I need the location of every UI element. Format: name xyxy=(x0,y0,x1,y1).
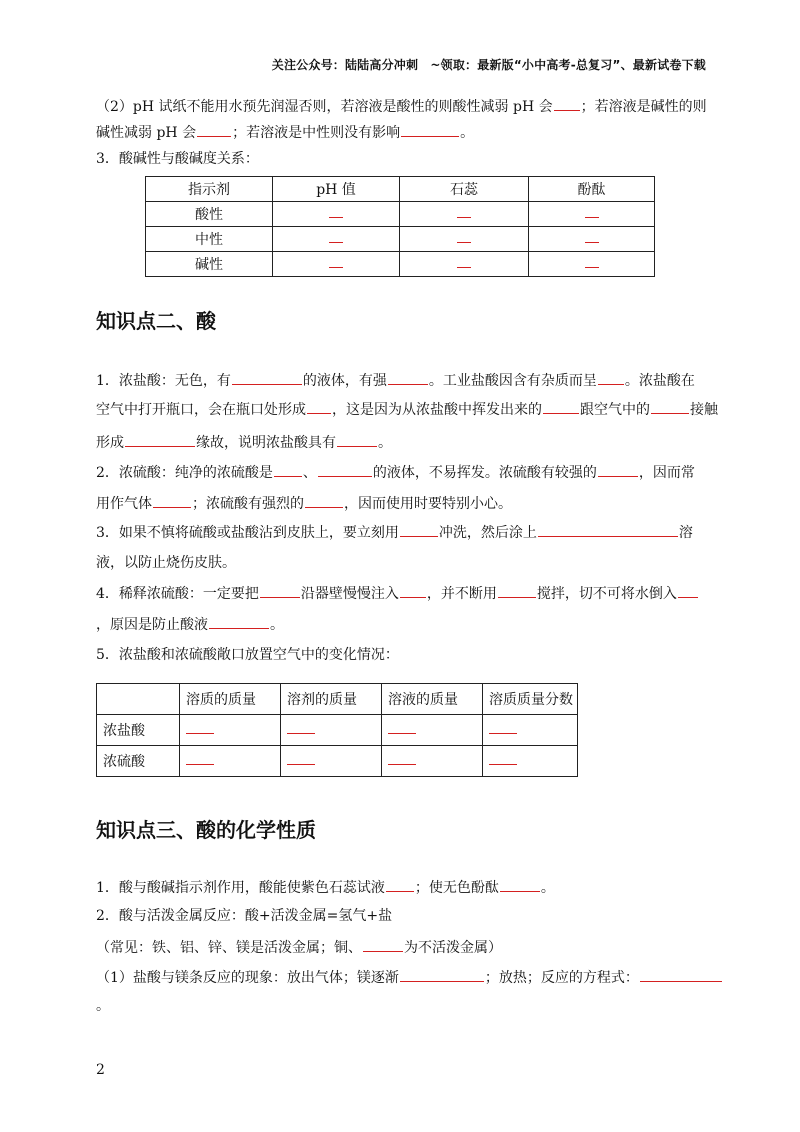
text-line: 用作气体 ；浓硫酸有强烈的 ，因而使用时要特别小心。 xyxy=(96,493,512,513)
answer-blank[interactable] xyxy=(585,258,599,268)
text-line: 3．酸碱性与酸碱度关系： xyxy=(96,151,259,167)
text-line: 空气中打开瓶口，会在瓶口处形成 ，这是因为从浓盐酸中挥发出来的 跟空气中的 接触 xyxy=(96,399,718,419)
blank[interactable] xyxy=(651,399,689,414)
table-header-row xyxy=(97,684,578,715)
blank[interactable] xyxy=(598,370,624,385)
blank[interactable] xyxy=(209,614,269,629)
text-line: 1．浓盐酸：无色，有 的液体，有强 。工业盐酸因含有杂质而呈 。浓盐酸在 xyxy=(96,370,695,390)
answer-blank[interactable] xyxy=(186,724,214,734)
answer-blank[interactable] xyxy=(489,724,517,734)
text-line: 5．浓盐酸和浓硫酸敞口放置空气中的变化情况： xyxy=(96,647,399,663)
row-label: 酸性 xyxy=(146,202,273,227)
blank[interactable] xyxy=(274,462,302,477)
table-header-cell: 酚酞 xyxy=(529,177,655,202)
blank[interactable] xyxy=(232,370,302,385)
answer-blank[interactable] xyxy=(457,233,471,243)
blank[interactable] xyxy=(678,583,698,598)
text-line: 2．酸与活泼金属反应：酸+活泼金属=氢气+盐 xyxy=(96,908,393,924)
blank[interactable] xyxy=(386,877,414,892)
answer-blank[interactable] xyxy=(585,208,599,218)
table-header-cell: 溶剂的质量 xyxy=(281,684,382,715)
blank[interactable] xyxy=(400,522,438,537)
text-line: （常见：铁、铝、锌、镁是活泼金属；铜、 为不活泼金属） xyxy=(96,937,502,957)
text-line: 4．稀释浓硫酸：一定要把 沿器壁慢慢注入 ，并不断用 搅拌，切不可将水倒入 xyxy=(96,583,699,603)
table-header-cell: 溶质的质量 xyxy=(180,684,281,715)
blank[interactable] xyxy=(400,583,426,598)
answer-blank[interactable] xyxy=(287,755,315,765)
answer-blank[interactable] xyxy=(388,724,416,734)
section-title: 知识点三、酸的化学性质 xyxy=(96,818,316,842)
blank[interactable] xyxy=(543,399,579,414)
answer-blank[interactable] xyxy=(489,755,517,765)
table-header-row xyxy=(146,177,655,202)
table-header-cell: 溶质质量分数 xyxy=(483,684,578,715)
text-line: 3．如果不慎将硫酸或盐酸沾到皮肤上，要立刻用 冲洗，然后涂上 溶 xyxy=(96,522,693,542)
answer-blank[interactable] xyxy=(329,208,343,218)
table-row xyxy=(146,252,655,277)
blank[interactable] xyxy=(388,370,428,385)
blank[interactable] xyxy=(500,877,540,892)
table-row xyxy=(146,202,655,227)
table-header-cell: pH 值 xyxy=(273,177,400,202)
text-line: 1．酸与酸碱指示剂作用，酸能使紫色石蕊试液 ；使无色酚酞 。 xyxy=(96,877,555,897)
acidity-table xyxy=(145,176,655,277)
text-line: ，原因是防止酸液 。 xyxy=(96,614,284,634)
answer-blank[interactable] xyxy=(287,724,315,734)
page-header: 关注公众号：陆陆高分冲刺 ~领取：最新版“小中高考-总复习”、最新试卷下载 xyxy=(271,58,706,72)
table-header-cell: 溶液的质量 xyxy=(382,684,483,715)
blank[interactable] xyxy=(363,937,403,952)
answer-blank[interactable] xyxy=(329,233,343,243)
row-label: 中性 xyxy=(146,227,273,252)
section-title: 知识点二、酸 xyxy=(96,309,216,333)
blank[interactable] xyxy=(318,462,372,477)
answer-blank[interactable] xyxy=(457,208,471,218)
table-header-cell: 石蕊 xyxy=(400,177,529,202)
blank[interactable] xyxy=(153,493,191,508)
blank[interactable] xyxy=(125,432,195,447)
blank[interactable] xyxy=(307,399,331,414)
concentration-table xyxy=(96,683,578,777)
answer-blank[interactable] xyxy=(186,755,214,765)
text-line: 碱性减弱 pH 会 ；若溶液是中性则没有影响 。 xyxy=(96,122,474,142)
blank[interactable] xyxy=(640,967,722,982)
table-row xyxy=(97,746,578,777)
table-row xyxy=(97,715,578,746)
answer-blank[interactable] xyxy=(585,233,599,243)
table-header-cell xyxy=(97,684,180,715)
text-line: 液，以防止烧伤皮肤。 xyxy=(96,555,236,571)
blank[interactable] xyxy=(538,522,678,537)
blank[interactable] xyxy=(554,96,580,111)
text-line: （2）pH 试纸不能用水预先润湿否则，若溶液是酸性的则酸性减弱 pH 会 ；若溶液是碱性的则 xyxy=(96,96,707,116)
blank[interactable] xyxy=(197,122,231,137)
row-label: 碱性 xyxy=(146,252,273,277)
blank[interactable] xyxy=(498,583,536,598)
text-line: 。 xyxy=(96,998,110,1014)
answer-blank[interactable] xyxy=(388,755,416,765)
blank[interactable] xyxy=(598,462,638,477)
blank[interactable] xyxy=(260,583,300,598)
blank[interactable] xyxy=(401,122,459,137)
blank[interactable] xyxy=(337,432,377,447)
text-line: 形成 缘故，说明浓盐酸具有 。 xyxy=(96,432,392,452)
page-number: 2 xyxy=(96,1062,105,1078)
blank[interactable] xyxy=(400,967,484,982)
answer-blank[interactable] xyxy=(329,258,343,268)
row-label: 浓硫酸 xyxy=(97,746,180,777)
blank[interactable] xyxy=(305,493,343,508)
table-header-cell: 指示剂 xyxy=(146,177,273,202)
table-row xyxy=(146,227,655,252)
row-label: 浓盐酸 xyxy=(97,715,180,746)
answer-blank[interactable] xyxy=(457,258,471,268)
text-line: 2．浓硫酸：纯净的浓硫酸是 、 的液体，不易挥发。浓硫酸有较强的 ，因而常 xyxy=(96,462,695,482)
text-line: （1）盐酸与镁条反应的现象：放出气体；镁逐渐 ；放热；反应的方程式： xyxy=(96,967,723,987)
